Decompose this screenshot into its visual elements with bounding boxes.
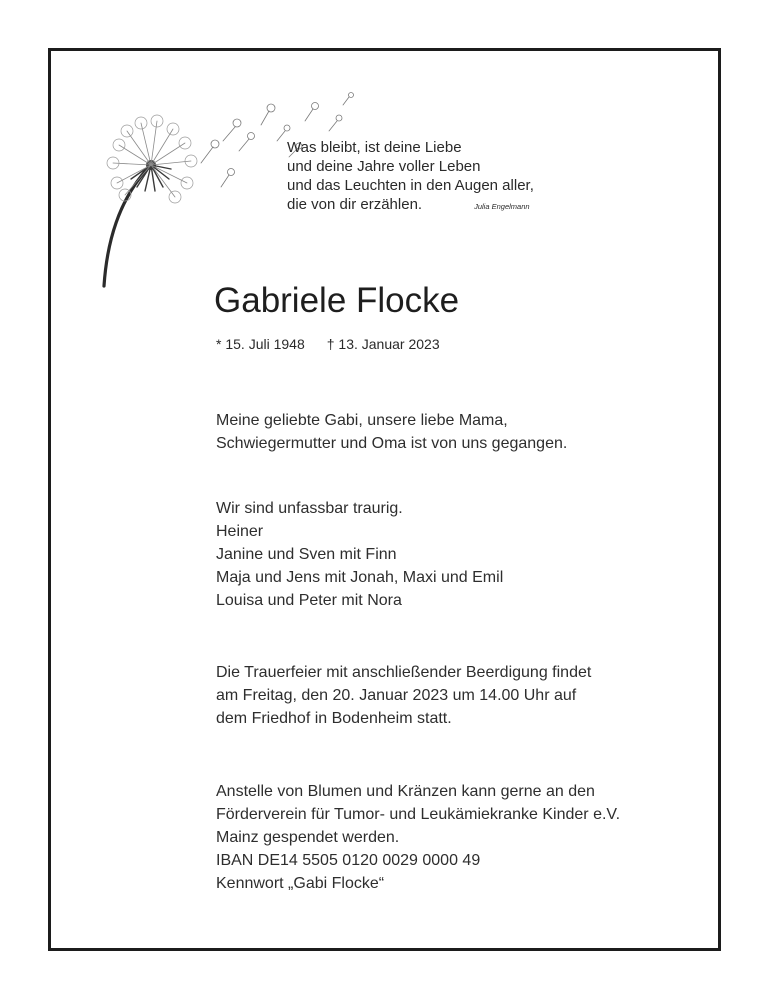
donation-line: Förderverein für Tumor- und Leukämiekranke Kinder e.V. bbox=[216, 806, 621, 823]
mourners-line: Louisa und Peter mit Nora bbox=[216, 592, 402, 609]
poem-line: und das Leuchten in den Augen aller, bbox=[287, 177, 534, 194]
funeral-line: Die Trauerfeier mit anschließender Beerdigung findet bbox=[216, 664, 592, 681]
message-block bbox=[216, 409, 567, 455]
poem-line: und deine Jahre voller Leben bbox=[287, 158, 481, 175]
funeral-block bbox=[216, 661, 591, 730]
funeral-line: dem Friedhof in Bodenheim statt. bbox=[216, 710, 452, 727]
poem-line: Was bleibt, ist deine Liebe bbox=[287, 139, 462, 156]
death-date: † 13. Januar 2023 bbox=[326, 336, 440, 352]
poem-line-text: die von dir erzählen. bbox=[287, 196, 423, 213]
message-line: Meine geliebte Gabi, unsere liebe Mama, bbox=[216, 412, 508, 429]
poem-author: Julia Engelmann bbox=[474, 202, 530, 211]
obituary-card bbox=[48, 48, 721, 951]
poem-quote bbox=[287, 138, 534, 216]
message-line: Schwiegermutter und Oma ist von uns gegangen. bbox=[216, 435, 568, 452]
donation-line: Anstelle von Blumen und Kränzen kann gerne an den bbox=[216, 783, 595, 800]
poem-line-last bbox=[287, 195, 534, 216]
donation-iban: IBAN DE14 5505 0120 0029 0000 49 bbox=[216, 852, 481, 869]
mourners-line: Heiner bbox=[216, 523, 264, 540]
birth-date: * 15. Juli 1948 bbox=[216, 336, 305, 352]
mourners-line: Janine und Sven mit Finn bbox=[216, 546, 397, 563]
donation-block bbox=[216, 780, 620, 895]
deceased-name: Gabriele Flocke bbox=[214, 281, 460, 320]
mourners-line: Maja und Jens mit Jonah, Maxi und Emil bbox=[216, 569, 504, 586]
donation-keyword: Kennwort „Gabi Flocke“ bbox=[216, 875, 385, 892]
donation-line: Mainz gespendet werden. bbox=[216, 829, 400, 846]
mourners-line: Wir sind unfassbar traurig. bbox=[216, 500, 403, 517]
funeral-line: am Freitag, den 20. Januar 2023 um 14.00 Uhr auf bbox=[216, 687, 577, 704]
life-dates bbox=[216, 335, 440, 353]
mourners-block bbox=[216, 497, 503, 612]
